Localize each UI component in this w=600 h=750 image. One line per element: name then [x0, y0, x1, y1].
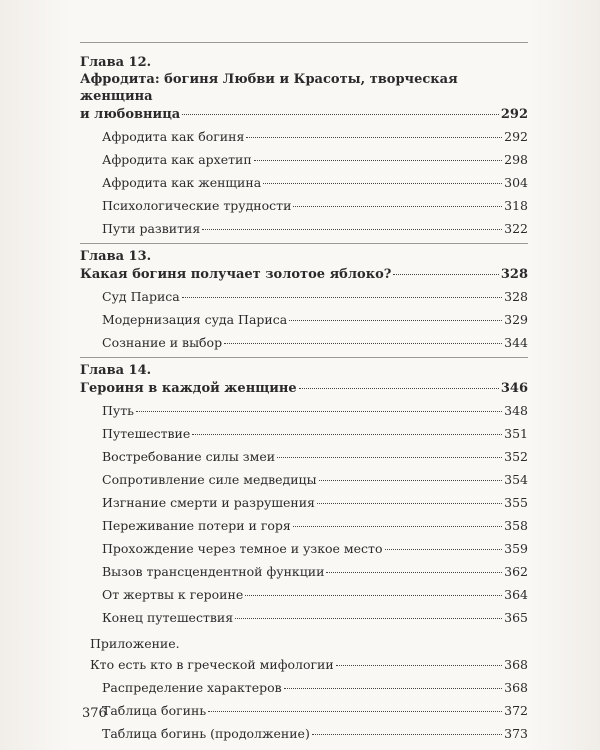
dot-leader: [202, 229, 502, 230]
dot-leader: [312, 734, 502, 735]
toc-entry[interactable]: [80, 422, 528, 445]
appendix-label: Приложение.: [90, 636, 180, 651]
entry-label: Афродита как богиня: [102, 129, 245, 144]
chapter-title-row[interactable]: [80, 105, 528, 125]
entry-label: Пути развития: [102, 221, 201, 236]
page-number: 292: [504, 129, 528, 144]
chapter-title-row[interactable]: [80, 265, 528, 285]
dot-leader: [192, 434, 502, 435]
appendix: [80, 635, 528, 745]
entry-label: От жертвы к героине: [102, 587, 244, 602]
page-number: 372: [504, 703, 528, 718]
toc-entry[interactable]: [80, 722, 528, 745]
toc-entry[interactable]: [80, 194, 528, 217]
chapter-number: Глава 12.: [80, 55, 152, 70]
dot-leader: [293, 206, 502, 207]
chapter-14: [80, 362, 528, 629]
dot-leader: [326, 572, 502, 573]
entry-label: Востребование силы змеи: [102, 449, 276, 464]
page-number: 351: [504, 426, 528, 441]
entry-label: Сопротивление силе медведицы: [102, 472, 317, 487]
dot-leader: [289, 320, 502, 321]
page-number: 328: [504, 289, 528, 304]
page-number: 355: [504, 495, 528, 510]
page-number: 368: [504, 680, 528, 695]
entry-label: Афродита как архетип: [102, 152, 252, 167]
page-number: 359: [504, 541, 528, 556]
chapter-title-line: Афродита: богиня Любви и Красоты, творческая женщина: [80, 72, 458, 104]
entry-label: Путешествие: [102, 426, 191, 441]
page-number: 354: [504, 472, 528, 487]
chapter-12: [80, 54, 528, 240]
toc-entry[interactable]: [80, 399, 528, 422]
page-number: 344: [504, 335, 528, 350]
entry-label: Прохождение через темное и узкое место: [102, 541, 383, 556]
entry-label: Путь: [102, 403, 134, 418]
dot-leader: [336, 665, 502, 666]
page-number: 304: [504, 175, 528, 190]
page-number: 298: [504, 152, 528, 167]
dot-leader: [263, 183, 502, 184]
dot-leader: [317, 503, 502, 504]
page-number: 322: [504, 221, 528, 236]
dot-leader: [245, 595, 502, 596]
page-number: 329: [504, 312, 528, 327]
page-number: 348: [504, 403, 528, 418]
entry-label: Таблица богинь (продолжение): [102, 726, 310, 741]
dot-leader: [136, 411, 502, 412]
dot-leader: [385, 549, 503, 550]
toc-entry[interactable]: [80, 491, 528, 514]
top-rule: [80, 42, 528, 43]
dot-leader: [182, 297, 502, 298]
dot-leader: [293, 526, 502, 527]
toc-entry[interactable]: [80, 285, 528, 308]
dot-leader: [319, 480, 503, 481]
entry-label: Таблица богинь: [102, 703, 207, 718]
dot-leader: [284, 688, 502, 689]
dot-leader: [224, 343, 502, 344]
toc-entry[interactable]: [80, 676, 528, 699]
dot-leader: [393, 274, 498, 275]
toc-entry[interactable]: [80, 560, 528, 583]
chapter-title: и любовница: [80, 107, 181, 122]
table-of-contents: [80, 50, 528, 745]
page-number: 364: [504, 587, 528, 602]
entry-label: Конец путешествия: [102, 610, 234, 625]
entry-label: Вызов трансцендентной функции: [102, 564, 325, 579]
toc-entry[interactable]: [80, 308, 528, 331]
page-number: 352: [504, 449, 528, 464]
page-number: 362: [504, 564, 528, 579]
chapter-divider: [80, 243, 528, 244]
toc-entry[interactable]: [80, 331, 528, 354]
toc-entry[interactable]: [80, 217, 528, 240]
toc-entry[interactable]: [80, 445, 528, 468]
entry-label: Изгнание смерти и разрушения: [102, 495, 315, 510]
dot-leader: [208, 711, 502, 712]
chapter-number: Глава 14.: [80, 363, 152, 378]
chapter-title-row[interactable]: [80, 379, 528, 399]
toc-entry[interactable]: [80, 537, 528, 560]
toc-entry[interactable]: [80, 468, 528, 491]
page-number: 292: [500, 107, 528, 122]
entry-label: Психологические трудности: [102, 198, 292, 213]
page-number: 368: [504, 657, 528, 672]
entry-label: Модернизация суда Париса: [102, 312, 288, 327]
toc-entry[interactable]: [80, 125, 528, 148]
entry-label: Распределение характеров: [102, 680, 282, 695]
toc-entry[interactable]: [80, 583, 528, 606]
dot-leader: [299, 388, 499, 389]
entry-label: Переживание потери и горя: [102, 518, 291, 533]
dot-leader: [277, 457, 502, 458]
entry-label: Сознание и выбор: [102, 335, 223, 350]
toc-entry[interactable]: [80, 514, 528, 537]
page-number: 373: [504, 726, 528, 741]
chapter-13: [80, 248, 528, 354]
toc-entry[interactable]: [80, 653, 528, 676]
page-number: 358: [504, 518, 528, 533]
chapter-divider: [80, 357, 528, 358]
page-number: 346: [500, 381, 528, 396]
page-number: 318: [504, 198, 528, 213]
entry-label: Суд Париса: [102, 289, 180, 304]
toc-entry[interactable]: [80, 148, 528, 171]
chapter-title: Героиня в каждой женщине: [80, 381, 297, 396]
entry-label: Афродита как женщина: [102, 175, 262, 190]
dot-leader: [182, 114, 499, 115]
entry-label: Кто есть кто в греческой мифологии: [90, 657, 334, 672]
page-folio: 376: [82, 706, 107, 721]
toc-entry[interactable]: [80, 171, 528, 194]
page-number: 328: [500, 267, 528, 282]
toc-entry[interactable]: [80, 699, 528, 722]
dot-leader: [246, 137, 502, 138]
page-number: 365: [504, 610, 528, 625]
toc-entry[interactable]: [80, 606, 528, 629]
chapter-number: Глава 13.: [80, 249, 152, 264]
chapter-title: Какая богиня получает золотое яблоко?: [80, 267, 392, 282]
dot-leader: [235, 618, 502, 619]
dot-leader: [254, 160, 502, 161]
